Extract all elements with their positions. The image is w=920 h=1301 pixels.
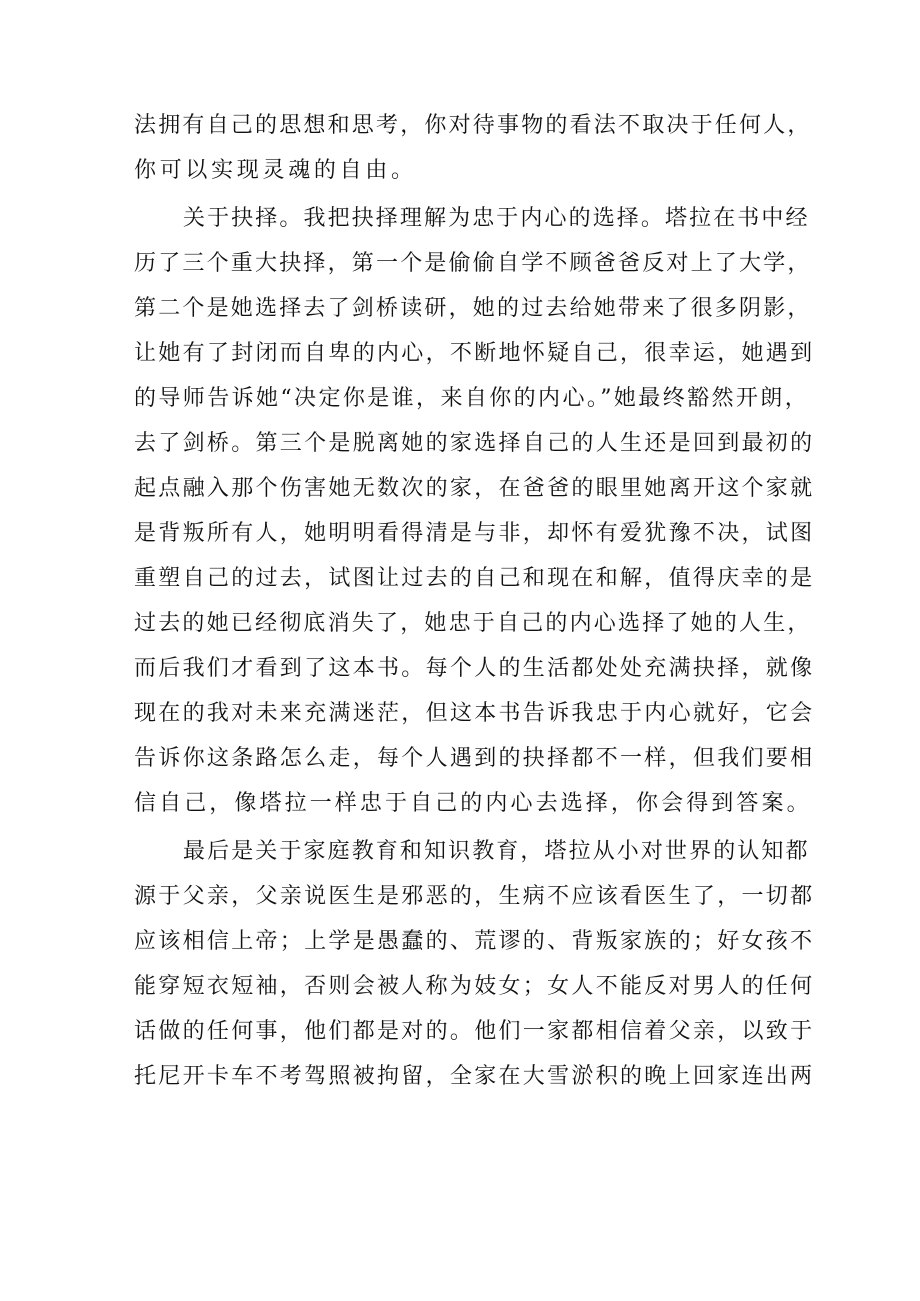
text-line: 能穿短衣短袖，否则会被人称为妓女；女人不能反对男人的任何 bbox=[134, 974, 815, 999]
text-line: 应该相信上帝；上学是愚蠢的、荒谬的、背叛家族的；好女孩不 bbox=[134, 929, 815, 954]
text-line: 去了剑桥。第三个是脱离她的家选择自己的人生还是回到最初的 bbox=[134, 431, 815, 456]
text-line: 过去的她已经彻底消失了，她忠于自己的内心选择了她的人生， bbox=[134, 611, 812, 636]
body-text bbox=[134, 103, 814, 1099]
text-line: 现在的我对未来充满迷茫，但这本书告诉我忠于内心就好，它会 bbox=[134, 701, 815, 726]
text-line: 你可以实现灵魂的自由。 bbox=[134, 158, 417, 183]
paragraph-choice bbox=[134, 196, 814, 826]
text-line: 最后是关于家庭教育和知识教育，塔拉从小对世界的认知都 bbox=[183, 839, 810, 864]
text-line: 而后我们才看到了这本书。每个人的生活都处处充满抉择，就像 bbox=[134, 656, 815, 681]
text-line: 起点融入那个伤害她无数次的家，在爸爸的眼里她离开这个家就 bbox=[134, 476, 815, 501]
text-line: 重塑自己的过去，试图让过去的自己和现在和解，值得庆幸的是 bbox=[134, 566, 815, 591]
text-line: 关于抉择。我把抉择理解为忠于内心的选择。塔拉在书中经 bbox=[183, 206, 810, 231]
text-line: 信自己，像塔拉一样忠于自己的内心去选择，你会得到答案。 bbox=[134, 791, 812, 816]
paragraph-education bbox=[134, 829, 814, 1099]
text-line: 历了三个重大抉择，第一个是偷偷自学不顾爸爸反对上了大学， bbox=[134, 251, 812, 276]
text-line: 的导师告诉她“决定你是谁，来自你的内心。”她最终豁然开朗， bbox=[134, 386, 810, 411]
text-line: 告诉你这条路怎么走，每个人遇到的抉择都不一样，但我们要相 bbox=[134, 746, 815, 771]
text-line: 是背叛所有人，她明明看得清是与非，却怀有爱犹豫不决，试图 bbox=[134, 521, 815, 546]
text-line: 托尼开卡车不考驾照被拘留，全家在大雪淤积的晚上回家连出两 bbox=[134, 1064, 815, 1089]
paragraph-freedom-ending bbox=[134, 103, 814, 193]
text-line: 源于父亲，父亲说医生是邪恶的，生病不应该看医生了，一切都 bbox=[134, 884, 815, 909]
text-line: 第二个是她选择去了剑桥读研，她的过去给她带来了很多阴影， bbox=[134, 296, 812, 321]
text-line: 话做的任何事，他们都是对的。他们一家都相信着父亲，以致于 bbox=[134, 1019, 815, 1044]
text-line: 让她有了封闭而自卑的内心，不断地怀疑自己，很幸运，她遇到 bbox=[134, 341, 815, 366]
text-line: 法拥有自己的思想和思考，你对待事物的看法不取决于任何人， bbox=[134, 113, 812, 138]
